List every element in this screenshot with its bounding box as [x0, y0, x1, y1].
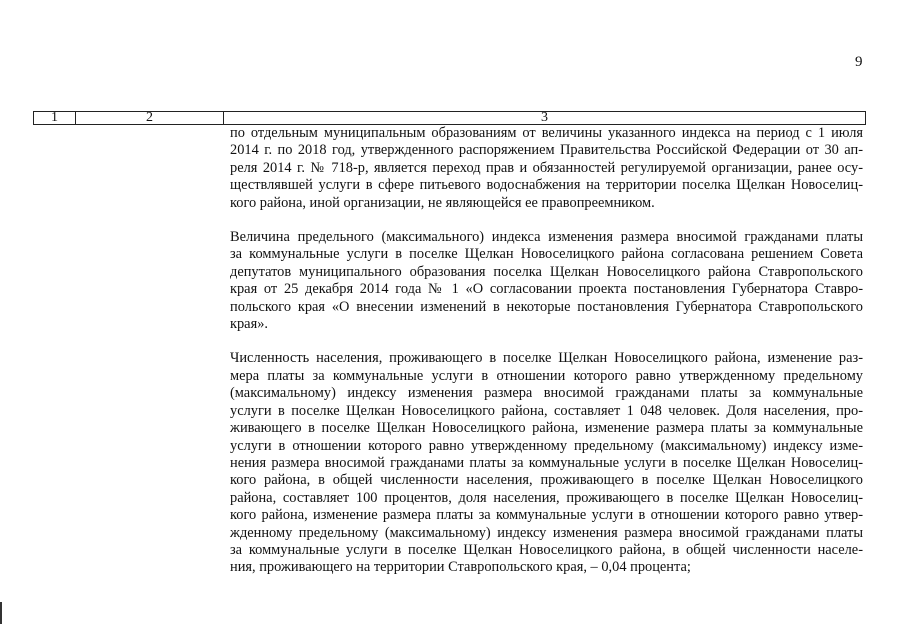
text-line: мера платы за коммунальные услуги в отношении которого равно утвержденному предельному: [230, 367, 863, 384]
text-line: жденному предельному (максимальному) индексу изменения размера вносимой гражданами платы: [230, 524, 863, 541]
paragraph-3: [230, 350, 863, 576]
text-line: за коммунальные услуги в поселке Щелкан Новоселицкого района согласована решением Совета: [230, 246, 863, 263]
paragraph-2: [230, 229, 863, 333]
text-line: за коммунальные услуги в поселке Щелкан Новоселицкого района, в общей численности населе-: [230, 541, 863, 558]
paragraph-1: [230, 125, 863, 212]
paragraph-spacer: [230, 333, 863, 350]
document-body: [230, 125, 863, 577]
text-line: края от 25 декабря 2014 года № 1 «О согласовании проекта постановления Губернатора Ставро-: [230, 281, 863, 298]
text-line: по отдельным муниципальным образованиям от величины указанного индекса на период с 1 июля: [230, 125, 863, 141]
text-line: кого района, иной организации, не являющейся ее правопреемником.: [230, 194, 655, 211]
table-header-cell-1: 1: [34, 112, 76, 124]
text-line: реля 2014 г. № 718-р, является переход прав и обязанностей регулируемой организации, ранее осу-: [230, 159, 863, 176]
text-line: Величина предельного (максимального) индекса изменения размера вносимой гражданами платы: [230, 229, 863, 246]
text-line: края».: [230, 316, 268, 333]
paragraph-spacer: [230, 212, 863, 229]
table-header-row: [33, 111, 866, 125]
table-header-cell-3: 3: [541, 110, 548, 125]
text-line: Численность населения, проживающего в поселке Щелкан Новоселицкого района, изменение раз-: [230, 350, 863, 367]
text-line: ния, проживающего на территории Ставропольского края, – 0,04 процента;: [230, 559, 691, 576]
text-line: депутатов муниципального образования поселка Щелкан Новоселицкого района Ставропольского: [230, 263, 863, 280]
text-line: нения размера вносимой гражданами платы за коммунальные услуги в поселке Щелкан Новоселиц-: [230, 454, 863, 471]
table-header-cell-2: 2: [76, 112, 224, 124]
text-line: услуги в поселке Щелкан Новоселицкого района, составляет 1 048 человек. Доля населения, про-: [230, 402, 863, 419]
text-line: услуги в отношении которого равно утвержденному предельному (максимальному) индексу изме-: [230, 437, 863, 454]
text-line: польского края «О внесении изменений в некоторые постановления Губернатора Ставропольского: [230, 298, 863, 315]
page-number: 9: [855, 54, 863, 70]
text-line: кого района, изменение размера платы за коммунальные услуги в отношении которого равно утвер-: [230, 507, 863, 524]
text-line: 2014 г. по 2018 год, утвержденного распоряжением Правительства Российской Федерации от 30 ап-: [230, 142, 863, 159]
text-line: района, составляет 100 процентов, доля населения, проживающего в поселке Щелкан Новоселиц-: [230, 489, 863, 506]
text-line: ществлявшей услуги в сфере питьевого водоснабжения на территории поселка Щелкан Новоселиц-: [230, 177, 863, 194]
text-line: (максимальному) индексу изменения размера вносимой гражданами платы за коммунальные: [230, 385, 863, 402]
scan-edge-mark: [0, 602, 2, 624]
text-line: живающего в поселке Щелкан Новоселицкого района, изменение размера платы за коммунальные: [230, 420, 863, 437]
text-line: кого района, в общей численности населения, проживающего в поселке Щелкан Новоселицкого: [230, 472, 863, 489]
